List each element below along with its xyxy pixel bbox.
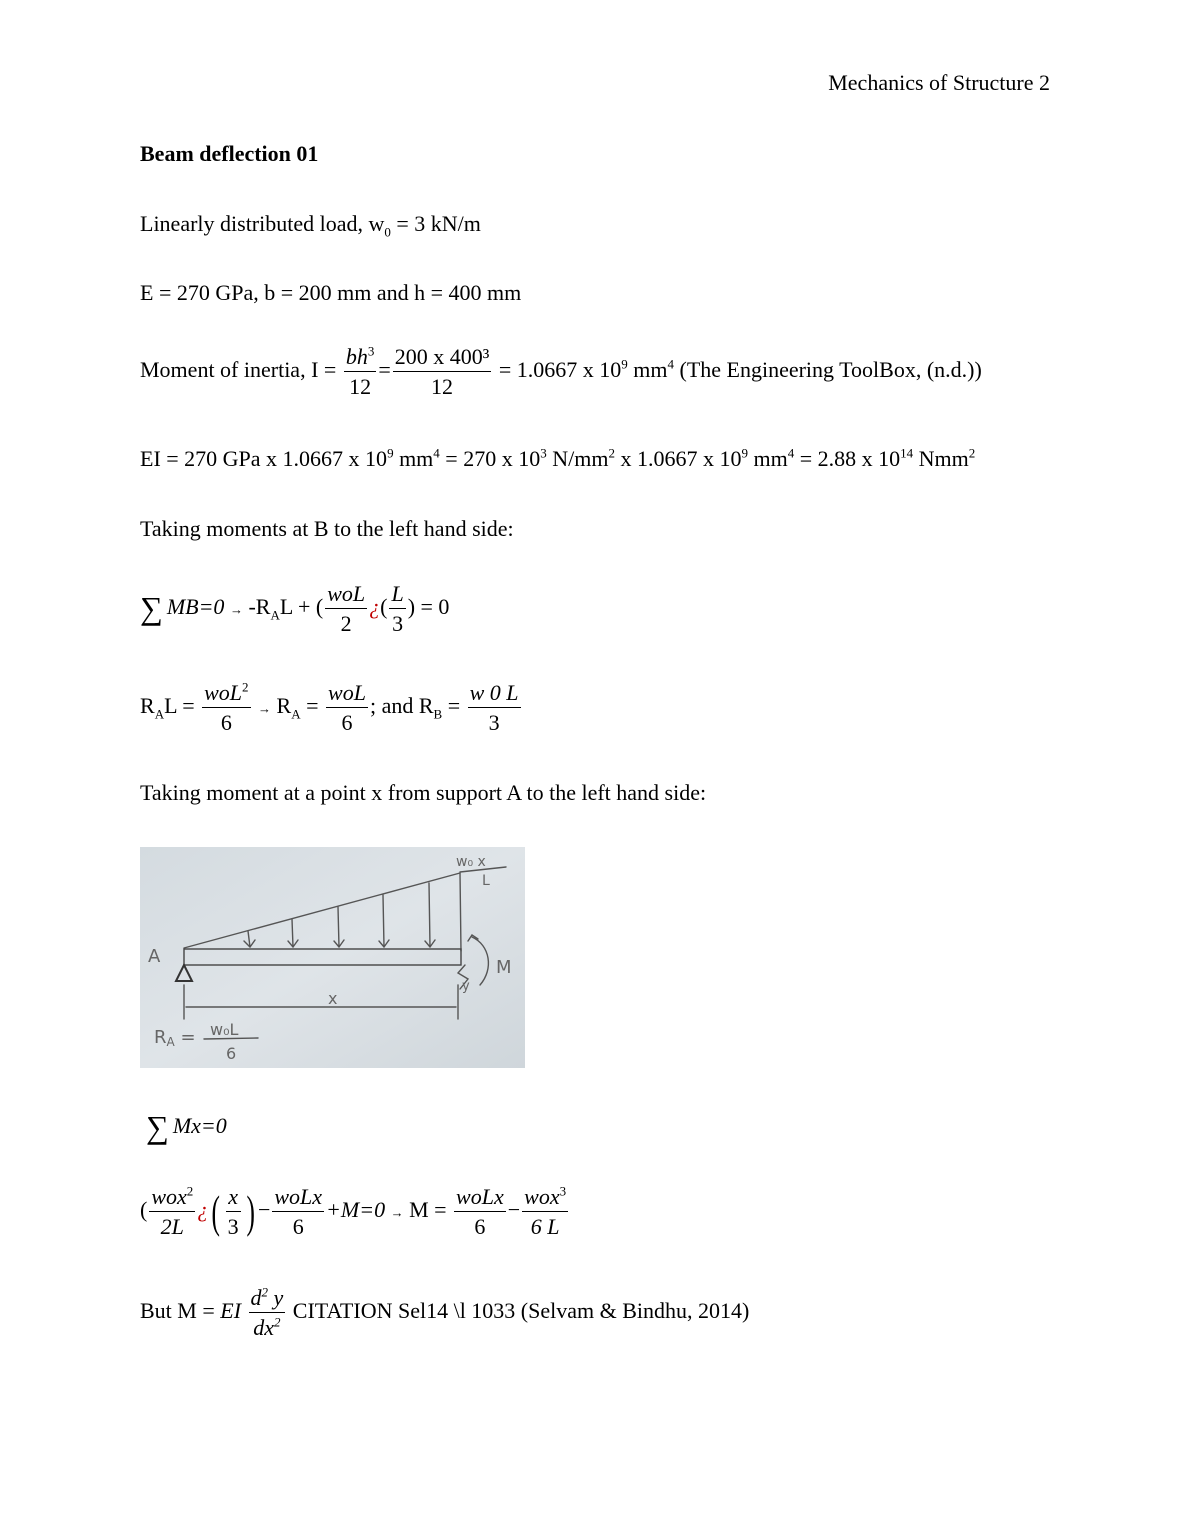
- but-num-tail: y: [268, 1285, 284, 1310]
- sketch-ra-r: R: [154, 1027, 167, 1048]
- m-frac3-den: 6: [292, 1214, 304, 1239]
- inertia-result-sup1: 9: [621, 356, 628, 372]
- sketch-label-x: x: [328, 989, 338, 1008]
- mx-expr: Mx=0: [172, 1113, 227, 1138]
- m-frac4-den: 6: [474, 1214, 486, 1239]
- but-fraction: [249, 1284, 286, 1340]
- mb-frac2-den: 3: [392, 611, 404, 636]
- ra-r1-sub: A: [154, 706, 165, 722]
- m-tall-paren-open: (: [211, 1186, 221, 1237]
- ra-r2-sub: A: [291, 706, 301, 722]
- mb-frac2-num: L: [389, 583, 405, 609]
- mb-frac1-num: woL: [325, 583, 367, 609]
- ei-sup-3: 3: [540, 445, 547, 461]
- sketch-ra-sub: A: [166, 1035, 175, 1049]
- sketch-load-den: L: [482, 873, 490, 889]
- ra-mid: ; and R: [369, 693, 434, 719]
- inertia-frac1-sup: 3: [367, 343, 375, 359]
- ra-r3-eq: =: [442, 693, 466, 719]
- but-num-sup: 2: [261, 1284, 269, 1300]
- ra-frac3-num: w 0 L: [468, 682, 521, 708]
- mb-glyph: ¿: [369, 594, 381, 620]
- m-fraction-4: [454, 1186, 506, 1238]
- ra-r1: R: [140, 693, 155, 719]
- sigma-symbol: ∑: [140, 590, 163, 627]
- sketch-ra-eq: =: [174, 1027, 196, 1048]
- inertia-result-a: = 1.0667 x 10: [493, 357, 622, 383]
- m-frac1-sup: 2: [186, 1183, 194, 1199]
- m-fraction-3: [272, 1186, 324, 1238]
- mb-lhs: MB=0: [166, 594, 225, 620]
- beam-sketch-image: [140, 847, 525, 1068]
- ei-part-6: mm: [747, 446, 788, 471]
- m-glyph: ¿: [197, 1197, 209, 1223]
- ra-equation: [140, 679, 523, 735]
- ra-fraction-2: [326, 682, 368, 734]
- beam-sketch-svg: [140, 847, 525, 1068]
- load-text-a: Linearly distributed load, w: [140, 211, 385, 236]
- sketch-paper: [140, 847, 525, 1068]
- running-header: Mechanics of Structure 2: [828, 70, 1050, 95]
- ei-part-1: EI = 270 GPa x 1.0667 x 10: [140, 446, 388, 471]
- inertia-result-c: (The Engineering ToolBox, (n.d.)): [674, 357, 982, 383]
- m-frac1-num: wox: [151, 1184, 187, 1209]
- m-plus-m: +M=0: [326, 1197, 386, 1223]
- inertia-equation: [140, 343, 982, 399]
- ei-sup-5: 9: [741, 445, 748, 461]
- ei-sup-6: 4: [787, 445, 795, 461]
- but-num: d: [250, 1285, 262, 1310]
- inertia-frac2-num: 200 x 400³: [393, 346, 492, 372]
- ra-r3-sub: B: [433, 706, 443, 722]
- inertia-result-b: mm: [627, 357, 668, 383]
- ei-sup-8: 2: [968, 445, 976, 461]
- m-minus: −: [257, 1197, 271, 1223]
- ra-frac2-den: 6: [341, 710, 353, 735]
- ei-part-3: = 270 x 10: [439, 446, 541, 471]
- but-lead: But M =: [140, 1298, 221, 1324]
- m-fraction-1: [149, 1183, 195, 1239]
- but-m-equation: [140, 1284, 750, 1340]
- load-text-b: = 3 kN/m: [390, 211, 481, 236]
- inertia-fraction-1: [344, 343, 377, 399]
- load-sub: 0: [384, 224, 391, 240]
- load-line: [140, 211, 481, 240]
- m-frac5-sup: 3: [559, 1183, 567, 1199]
- ei-part-4: N/mm: [546, 446, 609, 471]
- arrow-icon: →: [390, 1205, 404, 1221]
- sigma-symbol: ∑: [146, 1109, 169, 1145]
- but-den: dx: [253, 1315, 275, 1340]
- ei-part-7: = 2.88 x 10: [794, 446, 901, 471]
- mb-paren-close: ): [407, 594, 416, 620]
- inertia-label: Moment of inertia, I =: [140, 357, 342, 383]
- ra-fraction-1: [202, 679, 250, 735]
- mb-fraction-2: [389, 583, 405, 635]
- m-frac5-num: wox: [524, 1184, 560, 1209]
- load-end-line: [460, 873, 461, 951]
- mb-frac1-den: 2: [340, 611, 352, 636]
- inertia-fraction-2: [393, 346, 492, 398]
- but-ei: EI: [220, 1298, 242, 1324]
- m-minus-2: −: [507, 1197, 521, 1223]
- ra-r2: R: [276, 693, 292, 719]
- inertia-equals: =: [378, 357, 391, 383]
- sketch-ra-text: [154, 1027, 196, 1049]
- ra-frac1-den: 6: [220, 710, 232, 735]
- sum-mb-equation: [140, 583, 449, 635]
- mb-paren-open: (: [380, 594, 388, 620]
- m-fraction-5: [522, 1183, 568, 1239]
- moment-equation: [140, 1183, 570, 1239]
- ra-r1-tail: L =: [164, 693, 201, 719]
- ra-frac1-num: woL: [204, 680, 243, 705]
- inertia-frac1-num: bh: [345, 344, 368, 369]
- mb-sub-a: A: [270, 607, 280, 623]
- sum-mx-equation: [146, 1109, 227, 1146]
- m-frac2-den: 3: [227, 1214, 239, 1239]
- sketch-ra-num: w₀L: [210, 1020, 239, 1039]
- ei-sup-4: 2: [608, 445, 615, 461]
- moment-x-label: Taking moment at a point x from support A to the left hand side:: [140, 780, 707, 805]
- ra-frac3-den: 3: [488, 710, 500, 735]
- mb-part-a: -R: [248, 594, 271, 620]
- ra-frac1-sup: 2: [242, 679, 249, 695]
- ra-fraction-3: [468, 682, 521, 734]
- inertia-frac1-den: 12: [349, 374, 372, 399]
- moments-b-label: Taking moments at B to the left hand side:: [140, 516, 514, 541]
- sketch-load-num: w₀ x: [456, 854, 486, 870]
- inertia-result-sup2: 4: [667, 356, 674, 372]
- m-frac2-num: x: [226, 1186, 241, 1212]
- m-frac3-num: woLx: [272, 1186, 324, 1212]
- m-fraction-2: [226, 1186, 241, 1238]
- mb-part-b: L + (: [279, 594, 324, 620]
- m-equals: M =: [409, 1197, 453, 1223]
- m-open-paren: (: [140, 1197, 148, 1223]
- properties-line: E = 270 GPa, b = 200 mm and h = 400 mm: [140, 280, 522, 305]
- section-heading: Beam deflection 01: [140, 141, 319, 166]
- ei-part-5: x 1.0667 x 10: [614, 446, 742, 471]
- sketch-ra-den: 6: [226, 1044, 237, 1063]
- mb-fraction-1: [325, 583, 367, 635]
- but-citation: CITATION Sel14 \l 1033 (Selvam & Bindhu, 2014): [287, 1298, 750, 1324]
- ei-line: [140, 446, 975, 472]
- ei-part-2: mm: [393, 446, 434, 471]
- ra-r2-eq: =: [300, 693, 325, 719]
- sketch-label-m: M: [496, 957, 512, 978]
- m-frac5-den: 6 L: [530, 1214, 560, 1239]
- mb-tail: = 0: [415, 594, 450, 620]
- ra-frac2-num: woL: [326, 682, 368, 708]
- m-frac4-num: woLx: [454, 1186, 506, 1212]
- sketch-label-y: y: [462, 979, 470, 994]
- m-frac1-den: 2L: [160, 1214, 184, 1239]
- but-den-sup: 2: [274, 1314, 281, 1330]
- ei-sup-7: 14: [900, 445, 914, 461]
- inertia-frac2-den: 12: [431, 374, 454, 399]
- ei-sup-1: 9: [387, 445, 394, 461]
- arrow-icon: →: [229, 602, 243, 618]
- ei-sup-2: 4: [433, 445, 440, 461]
- ei-part-8: Nmm: [913, 446, 969, 471]
- m-tall-paren-close: ): [246, 1186, 255, 1237]
- arrow-icon: →: [258, 701, 272, 717]
- sketch-label-a: A: [148, 946, 161, 967]
